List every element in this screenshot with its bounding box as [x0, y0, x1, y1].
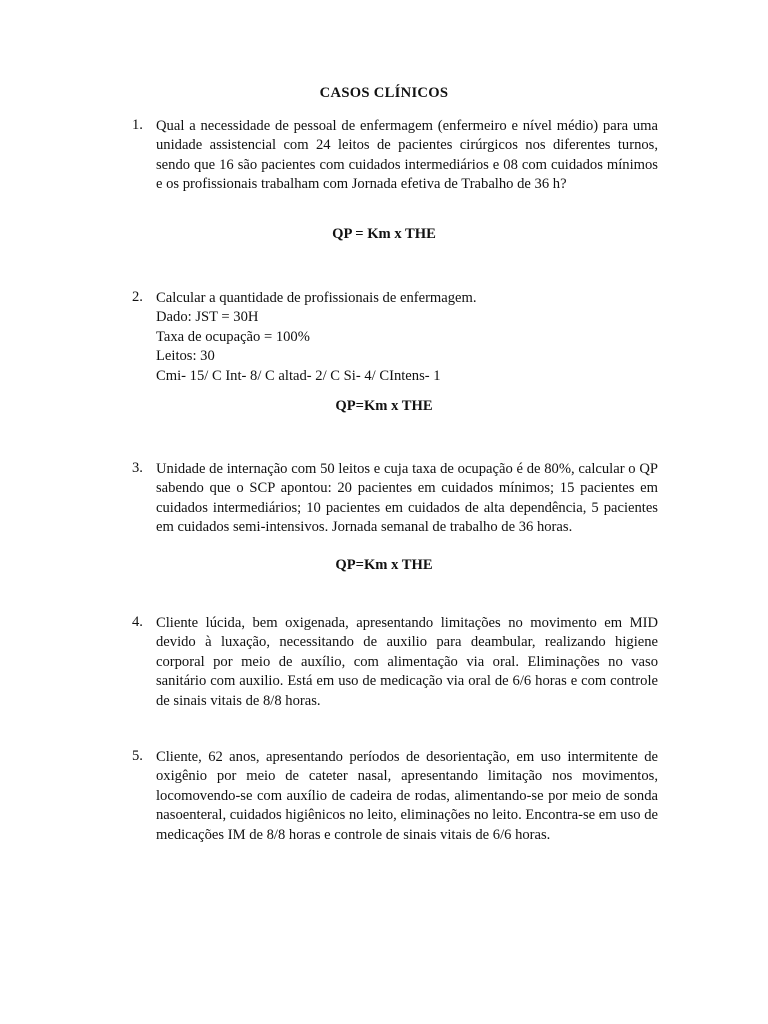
question-line: Dado: JST = 30H	[156, 309, 259, 326]
question-line: Calcular a quantidade de profissionais de enfermagem.	[156, 290, 477, 306]
question-text: Cliente, 62 anos, apresentando períodos de desorientação, em uso intermitente de oxigênio por meio de cateter nasal, apresentando limitação nos movimentos, locomovendo-se com auxílio de cadeira de rodas, alimentando-se por meio de sonda nasoenteral, cuidados higiênicos no leito, eliminações no leito. Encontra-se em uso de medicações IM de 8/8 horas e controle de sinais vitais de 6/6 horas.	[156, 749, 658, 843]
question-number: 3.	[132, 460, 143, 476]
question-number: 4.	[132, 614, 143, 630]
question-text: Qual a necessidade de pessoal de enfermagem (enfermeiro e nível médio) para uma unidade assistencial com 24 leitos de pacientes cirúrgicos nos diferentes turnos, sendo que 16 são pacientes com cuidados intermediários e 08 com cuidados mínimos e os profissionais trabalham com Jornada efetiva de Trabalho de 36 h?	[156, 118, 658, 193]
question-text-block	[156, 289, 658, 386]
question-line: Taxa de ocupação = 100%	[156, 328, 310, 345]
page-title: CASOS CLÍNICOS	[319, 85, 449, 101]
question-line: Cmi- 15/ C Int- 8/ C altad- 2/ C Si- 4/ CIntens- 1	[156, 367, 441, 384]
formula-3: QP=Km x THE	[335, 557, 433, 573]
question-3	[132, 460, 658, 538]
question-number: 2.	[132, 289, 143, 305]
formula-1: QP = Km x THE	[332, 226, 436, 242]
question-line: Leitos: 30	[156, 348, 215, 365]
question-1	[132, 117, 658, 195]
formula-2: QP=Km x THE	[335, 398, 433, 414]
question-5	[132, 748, 658, 845]
question-text: Unidade de internação com 50 leitos e cuja taxa de ocupação é de 80%, calcular o QP sabendo que o SCP apontou: 20 pacientes em cuidados mínimos; 15 pacientes em cuidados intermediários; 10 pacientes em cuidados de alta dependência, 5 pacientes em cuidados semi-intensivos. Jornada semanal de trabalho de 36 horas.	[156, 461, 658, 536]
question-2	[132, 289, 658, 386]
question-number: 5.	[132, 748, 143, 764]
question-4	[132, 614, 658, 711]
question-text: Cliente lúcida, bem oxigenada, apresentando limitações no movimento em MID devido à luxação, necessitando de auxilio para deambular, realizando higiene corporal por meio de auxílio, com alimentação via oral. Eliminações no vaso sanitário com auxilio. Está em uso de medicação via oral de 6/6 horas e com controle de sinais vitais de 8/8 horas.	[156, 615, 658, 709]
question-number: 1.	[132, 117, 143, 133]
